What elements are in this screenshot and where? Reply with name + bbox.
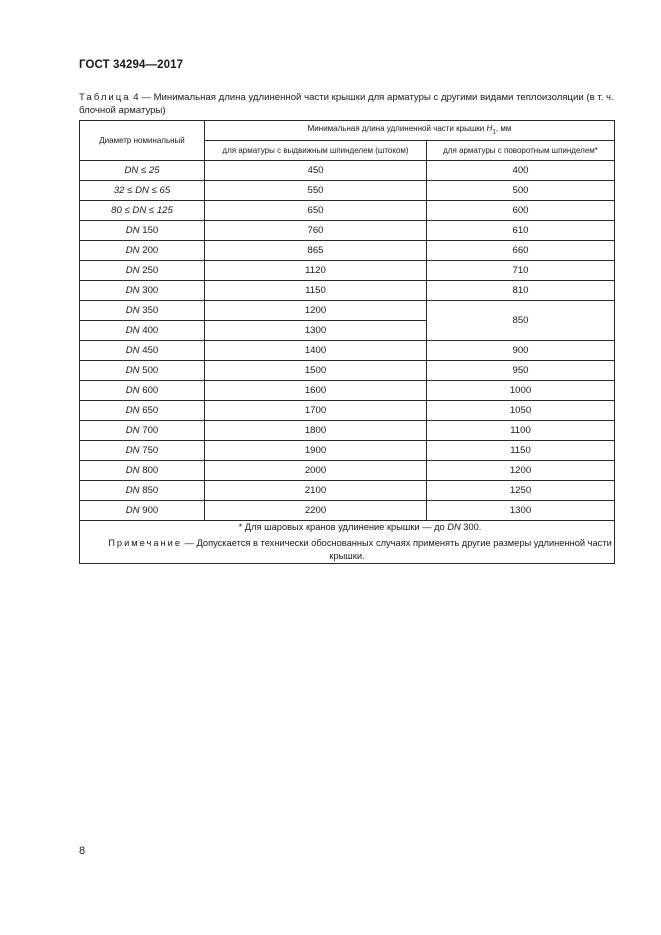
cell-diameter <box>80 201 205 221</box>
cell-diameter <box>80 161 205 181</box>
table-row <box>80 341 615 361</box>
cell-rotary: 1300 <box>427 501 615 521</box>
cell-diameter-value: 900 <box>139 505 159 516</box>
footnote <box>80 521 614 534</box>
cell-diameter-prefix: DN <box>125 505 140 516</box>
table-caption <box>79 91 614 117</box>
cell-rotary: 500 <box>427 181 615 201</box>
cell-diameter-prefix: DN <box>125 385 140 396</box>
cell-diameter <box>80 401 205 421</box>
cell-diameter-range: DN ≤ 25 <box>124 165 160 176</box>
table-row <box>80 301 615 321</box>
cell-diameter <box>80 381 205 401</box>
cell-diameter-value: 500 <box>139 365 159 376</box>
cell-diameter <box>80 341 205 361</box>
header-diameter: Диаметр номинальный <box>80 121 205 161</box>
cell-rotary: 1000 <box>427 381 615 401</box>
cell-diameter-value: 850 <box>139 485 159 496</box>
cell-diameter <box>80 361 205 381</box>
remark <box>80 537 614 563</box>
page-number: 8 <box>79 845 86 857</box>
cell-rotary: 1200 <box>427 461 615 481</box>
header-min-length-prefix: Минимальная длина удлиненной части крышки <box>307 124 487 134</box>
cell-rising: 1400 <box>205 341 427 361</box>
cell-rotary: 850 <box>427 301 615 341</box>
footnote-prefix: * Для шаровых кранов удлинение крышки — до <box>238 522 448 532</box>
header-min-length-sub: 1 <box>492 128 496 136</box>
cell-diameter-prefix: DN <box>125 245 140 256</box>
cell-diameter <box>80 501 205 521</box>
cell-diameter-range: 80 ≤ DN ≤ 125 <box>111 205 173 216</box>
cell-diameter <box>80 221 205 241</box>
table-row <box>80 481 615 501</box>
cell-rising: 760 <box>205 221 427 241</box>
table-row <box>80 201 615 221</box>
cell-diameter <box>80 241 205 261</box>
cell-diameter-value: 150 <box>139 225 159 236</box>
table-row <box>80 401 615 421</box>
document-id: ГОСТ 34294—2017 <box>79 59 184 71</box>
cell-diameter <box>80 321 205 341</box>
table-body <box>80 161 615 521</box>
cell-diameter-value: 750 <box>139 445 159 456</box>
cell-diameter-value: 200 <box>139 245 159 256</box>
cell-diameter <box>80 461 205 481</box>
cell-rising: 550 <box>205 181 427 201</box>
cell-rotary: 1150 <box>427 441 615 461</box>
cell-rotary: 600 <box>427 201 615 221</box>
header-min-length-var: H <box>486 124 493 134</box>
cell-rising: 2000 <box>205 461 427 481</box>
footnote-value: 300. <box>460 522 482 532</box>
cell-diameter-prefix: DN <box>125 285 140 296</box>
cell-diameter <box>80 301 205 321</box>
table-notes-row <box>80 521 615 564</box>
cell-rotary: 810 <box>427 281 615 301</box>
remark-label: Примечание <box>108 538 183 548</box>
table-row <box>80 221 615 241</box>
cell-rotary: 1050 <box>427 401 615 421</box>
cell-rising: 865 <box>205 241 427 261</box>
cell-rising: 1600 <box>205 381 427 401</box>
cell-rotary: 1250 <box>427 481 615 501</box>
table-header-row <box>80 121 615 141</box>
cell-rising: 450 <box>205 161 427 181</box>
dimensions-table <box>79 120 615 564</box>
table-notes <box>80 521 615 564</box>
header-min-length-suffix: , мм <box>495 124 512 134</box>
cell-rotary: 950 <box>427 361 615 381</box>
cell-diameter <box>80 261 205 281</box>
cell-diameter-value: 450 <box>139 345 159 356</box>
cell-diameter-prefix: DN <box>125 445 140 456</box>
header-rising-stem: для арматуры с выдвижным шпинделем (штоком) <box>205 141 427 161</box>
cell-diameter-value: 650 <box>139 405 159 416</box>
cell-rotary: 660 <box>427 241 615 261</box>
table-row <box>80 181 615 201</box>
table-row <box>80 241 615 261</box>
cell-rotary: 710 <box>427 261 615 281</box>
table-row <box>80 361 615 381</box>
cell-diameter-value: 400 <box>139 325 159 336</box>
table-row <box>80 281 615 301</box>
remark-text: — Допускается в технически обоснованных случаях применять другие размеры удлиненной части крышки. <box>182 538 612 561</box>
cell-diameter-value: 250 <box>139 265 159 276</box>
cell-diameter <box>80 481 205 501</box>
cell-diameter-prefix: DN <box>125 365 140 376</box>
cell-diameter <box>80 441 205 461</box>
cell-diameter-prefix: DN <box>125 465 140 476</box>
cell-diameter-prefix: DN <box>125 265 140 276</box>
cell-rotary: 400 <box>427 161 615 181</box>
cell-rising: 1800 <box>205 421 427 441</box>
cell-diameter-prefix: DN <box>125 485 140 496</box>
cell-diameter-prefix: DN <box>125 325 140 336</box>
table-row <box>80 381 615 401</box>
cell-diameter-value: 800 <box>139 465 159 476</box>
cell-diameter-prefix: DN <box>125 305 140 316</box>
cell-rising: 2100 <box>205 481 427 501</box>
cell-diameter-prefix: DN <box>125 405 140 416</box>
cell-rising: 1150 <box>205 281 427 301</box>
table-row <box>80 161 615 181</box>
cell-diameter-value: 600 <box>139 385 159 396</box>
cell-rising: 1500 <box>205 361 427 381</box>
cell-rising: 650 <box>205 201 427 221</box>
cell-diameter <box>80 281 205 301</box>
cell-diameter-value: 700 <box>139 425 159 436</box>
table-row <box>80 421 615 441</box>
table-row <box>80 261 615 281</box>
caption-label: Таблица <box>79 92 131 103</box>
table-row <box>80 461 615 481</box>
cell-diameter <box>80 421 205 441</box>
cell-diameter-prefix: DN <box>125 425 140 436</box>
cell-rotary: 610 <box>427 221 615 241</box>
cell-rising: 1900 <box>205 441 427 461</box>
cell-diameter-prefix: DN <box>125 345 140 356</box>
cell-rising: 1120 <box>205 261 427 281</box>
caption-number: 4 <box>133 92 139 103</box>
cell-rotary: 1100 <box>427 421 615 441</box>
cell-rising: 1300 <box>205 321 427 341</box>
header-rotary-stem: для арматуры с поворотным шпинделем* <box>427 141 615 161</box>
cell-diameter-range: 32 ≤ DN ≤ 65 <box>113 185 171 196</box>
cell-rising: 1200 <box>205 301 427 321</box>
cell-rising: 2200 <box>205 501 427 521</box>
footnote-dn: DN <box>447 522 461 532</box>
table-row <box>80 501 615 521</box>
cell-diameter-prefix: DN <box>125 225 140 236</box>
cell-diameter <box>80 181 205 201</box>
cell-diameter-value: 350 <box>139 305 159 316</box>
header-min-length <box>205 121 615 141</box>
table-row <box>80 441 615 461</box>
cell-diameter-value: 300 <box>139 285 159 296</box>
caption-text: — Минимальная длина удлиненной части крышки для арматуры с другими видами теплоизоляции (в т. ч. блочной арматуры) <box>79 92 614 116</box>
cell-rising: 1700 <box>205 401 427 421</box>
cell-rotary: 900 <box>427 341 615 361</box>
